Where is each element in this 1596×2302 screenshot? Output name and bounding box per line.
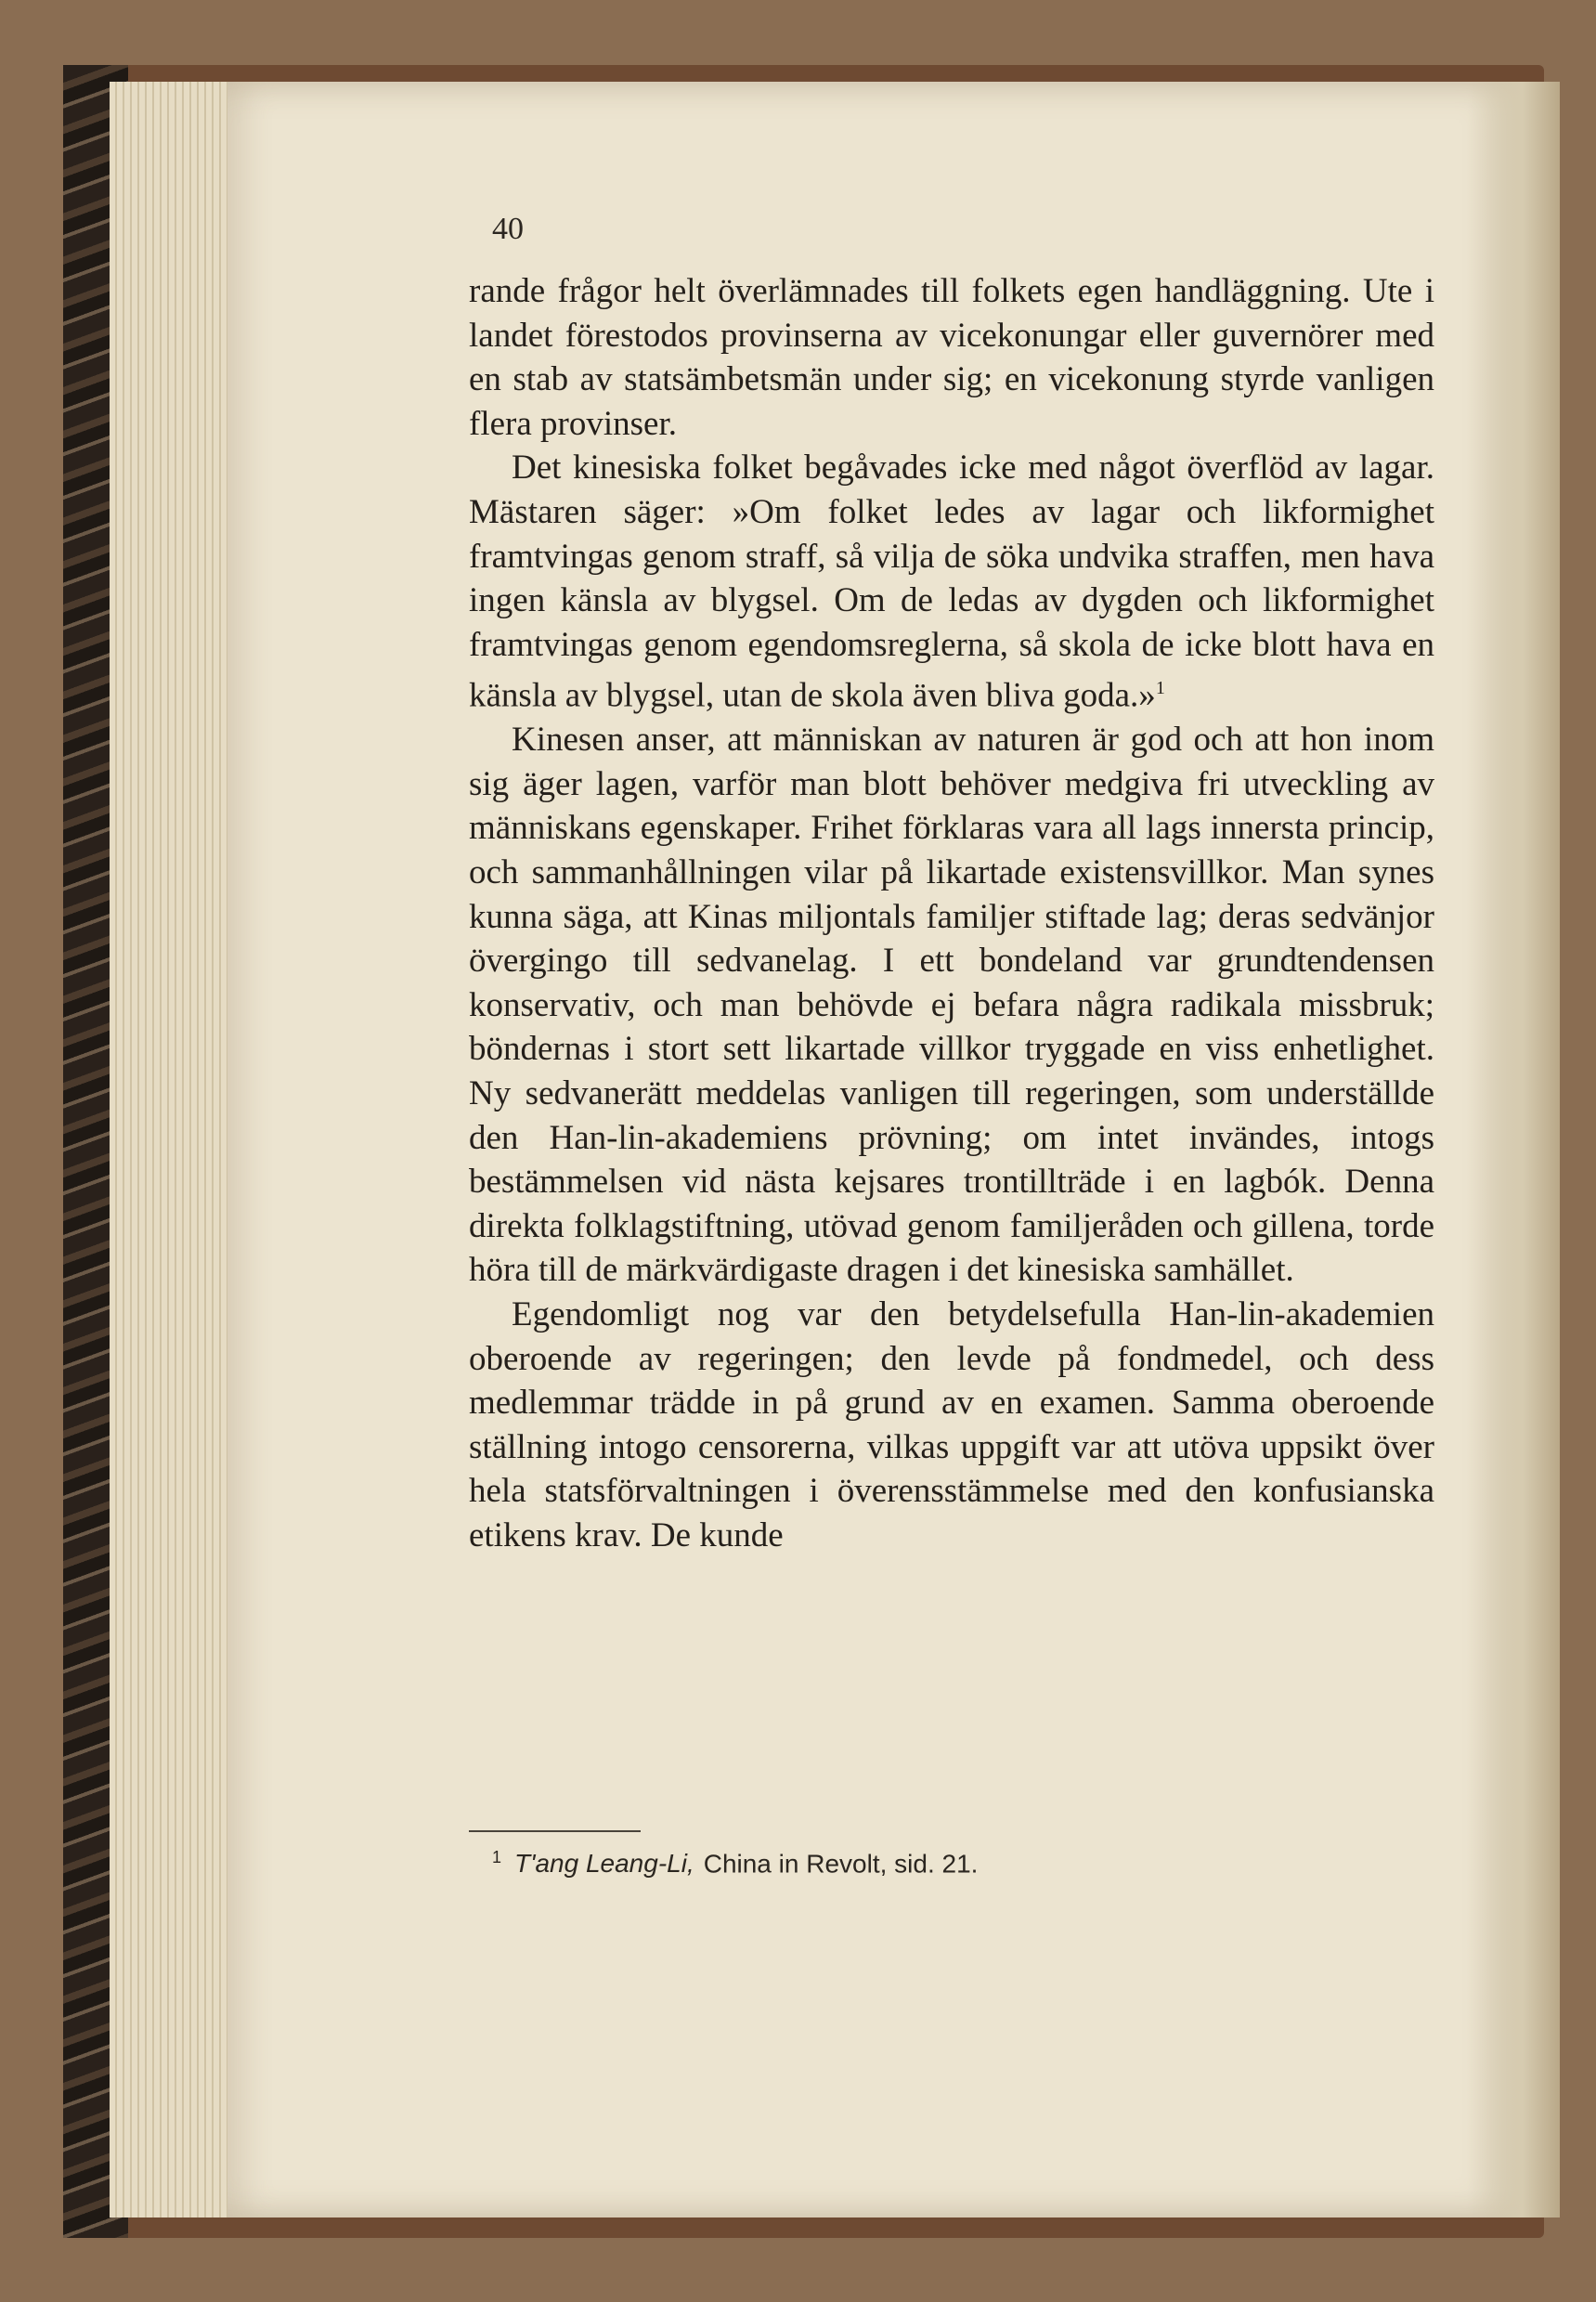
paragraph-2-text: Det kinesiska folket begåvades icke med något överflöd av lagar. Mästaren säger: »Om folket ledes av lagar och likformighet framtvingas genom straff, så vilja de söka undvika straffen, men hava ingen känsla av blygsel. Om de ledas av dygden och likformighet framtvingas genom egendomsreglerna, så skola de icke blott hava en känsla av blygsel, utan de skola även bliva goda.» [469,449,1434,715]
page-gutter-shade [1467,82,1560,2217]
body-text [469,269,1434,1558]
paragraph-1: rande frågor helt överlämnades till folkets egen handläggning. Ute i landet förestodos provinserna av vicekonungar eller guvernörer med en stab av statsämbetsmän under sig; en vicekonung styrde vanligen flera provinser. [469,272,1434,443]
paragraph-4: Egendomligt nog var den betydelsefulla Han-lin-akademien oberoende av regeringen; den levde på fondmedel, och dess medlemmar trädde in på grund av en examen. Samma oberoende ställning intogo censorerna, vilkas uppgift var att utöva uppsikt över hela statsförvaltningen i överensstämmelse med den konfusianska etikens krav. De kunde [469,1294,1434,1554]
page-stack-edge [110,82,240,2217]
footnote-marker: 1 [492,1848,502,1866]
paragraph-2 [469,446,1434,718]
footnote-reference: 1 [1155,678,1165,699]
paragraph-3: Kinesen anser, att människan av naturen är god och att hon inom sig äger lagen, varför man blott behöver medgiva fri utveckling av människans egenskaper. Frihet förklaras vara all lags innersta princip, och sammanhållningen vilar på likartade existensvillkor. Man synes kunna säga, att Kinas miljontals familjer stiftade lag; deras sedvänjor övergingo till sedvanelag. I ett bondeland var grundtendensen konservativ, och man behövde ej befara några radikala missbruk; böndernas i stort sett likartade villkor tryggade en viss enhetlighet. Ny sedvanerätt meddelas vanligen till regeringen, som underställde den Han-lin-akademiens prövning; om intet invändes, intogs bestämmelsen vid nästa kejsares trontillträde i en lagbók. Denna direkta folklagstiftning, utövad genom familjeråden och gillena, torde höra till de märkvärdigaste dragen i det kinesiska samhället. [469,721,1434,1290]
page-number: 40 [492,212,524,246]
footnote-author: T'ang Leang-Li, [514,1849,694,1879]
footnote [492,1848,978,1879]
footnote-source: China in Revolt, sid. 21. [703,1849,979,1879]
footnote-rule [469,1830,641,1832]
